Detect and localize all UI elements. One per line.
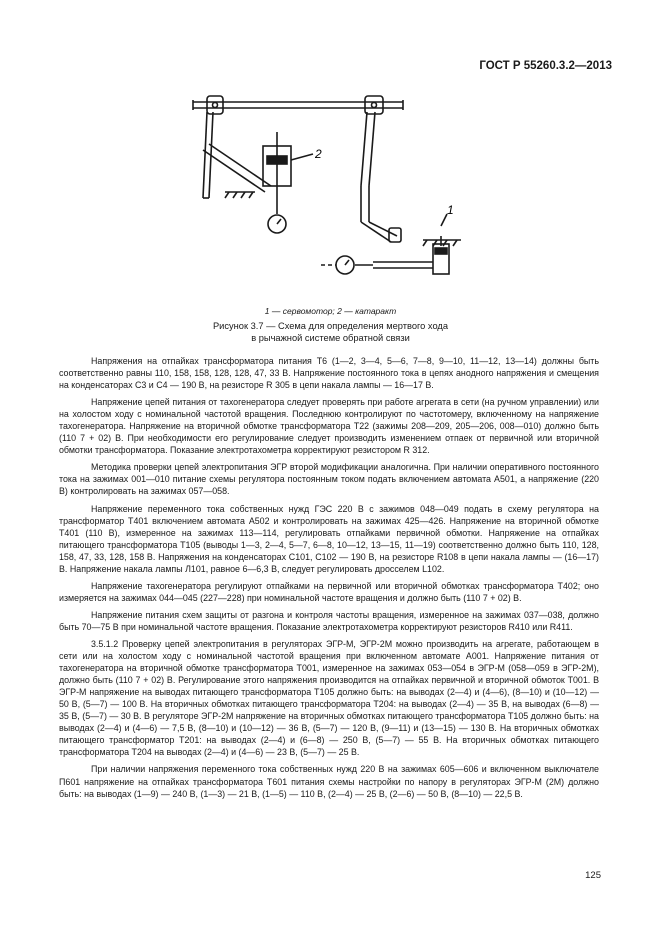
figure-legend: 1 — сервомотор; 2 — катаракт [264,306,397,316]
right-pivot-block [365,96,383,114]
label-servomotor: 1 [447,203,454,217]
paragraph: Методика проверки цепей электропитания ЭГР второй модификации аналогична. При наличии оперативного постоянного тока на зажимах 001—010 питание схемы регулятора постоянным током подать включением автомата А501, а напряжение (220 В) контролировать на зажимах 057—058. [59,462,599,497]
right-lever [361,112,367,186]
caption-line-1: Рисунок 3.7 — Схема для определения мертвого хода [212,321,449,331]
paragraph: Напряжение цепей питания от тахогенератора следует проверять при работе агрегата в сети (на ручном управлении) или на холостом ходу с номинальной частотой вращения. Последнюю контролируют по частотомеру, включенному на напряжение тахогенератора. Напряжение на вторичной обмотке трансформатора Т22 (зажимы 208—209, 205—206, 008—010) должно быть (110 7 + 02) В. При необходимости его регулирование следует производить изменением отпаек от первичной или вторичной обмотки трансформатора. Показание электротахометра корректируют резистором R 312. [59,397,599,456]
paragraph: При наличии напряжения переменного тока собственных нужд 220 В на зажимах 605—606 и включенном выключателе П601 напряжение на отпайках трансформатора Т601 питания схемы настройки по напору в регуляторах ЭГР-М (2М) должно быть: на выводах (1—9) — 240 В, (1—3) — 21 В, (1—5) — 110 В, (2—4) — 25 В, (2—6) — 50 В, (8—10) — 22,5 В. [59,764,599,799]
lever-feedback-diagram [185,86,475,286]
paragraph: Напряжения на отпайках трансформатора питания Т6 (1—2, 3—4, 5—6, 7—8, 9—10, 11—12, 13—14) должны быть соответственно равны 110, 158, 158, 128, 128, 47, 33 В. Напряжение постоянного тока в цепях анодного напряжения и смещения на конденсаторах С3 и С4 — 190 В, на резисторе R 305 в цепи накала лампы — 16—17 В. [59,356,599,391]
caption-line-2: в рычажной системе обратной связи [251,333,410,343]
label-cataract: 2 [315,147,322,161]
standard-header: ГОСТ Р 55260.3.2—2013 [479,60,612,72]
left-pivot-block [207,96,223,114]
page-number: 125 [585,870,601,881]
left-lever [203,112,207,198]
paragraph: 3.5.1.2 Проверку цепей электропитания в регуляторах ЭГР-М, ЭГР-2М можно производить на агрегате, работающем в сети или на холостом ходу с номинальной частотой вращения при включенном автомате А001. Напряжение питания от тахогенератора на вторичной обмотке трансформатора Т001, измеренное на зажимах 053—054 в ЭГР-М (058—059 в ЭГР-2М), должно быть (110 7 + 02) В. Регулирование этого напряжения производится на отпайках первичной и вторичной обмоток Т001. В ЭГР-М напряжение на выводах питающего трансформатора Т105 должно быть: на выводах (2—4) и (4—6), (8—10) и (10—12) — 50 В, (5—7) — 100 В. На вторичных обмотках питающего трансформатора Т204: на выводах (2—4) — 35 В, на выводах (6—8) — 35 В, (5—7) — 30 В. В регуляторе ЭГР-2М напряжение на вторичных обмотках питающего трансформатора Т105 должно быть: на выводах (2—4) и (4—6) — 7,5 В, (8—10) и (10—12) — 36 В, (5—7) — 120 В, (9—11) и (13—15) — 130 В. На вторичных обмотках питающего трансформатор Т201: на выводах (2—4) и (6—8) — 250 В, (5—7) — 55 В. На вторичных обмотках питающего трансформатора Т204 на выводах (2—4) и (4—6) — 23 В, (5—7) — 25 В. [59,638,599,758]
figure-caption [0,320,661,344]
paragraph: Напряжение переменного тока собственных нужд ГЭС 220 В с зажимов 048—049 подать в схему регулятора на трансформатор Т401 включением автомата А502 и контролировать на зажимах 425—426. Напряжение на вторичной обмотке Т401 (110 В), измеренное на зажимах 113—114, регулировать отпайками первичной обмотки. Напряжение на отпайках питающего трансформатора Т105 (выводы 1—3, 2—4, 5—7, 6—8, 10—12, 13—15, 11—19) соответственно должно быть 110, 128, 158, 47, 33, 128, 158 В. Напряжения на конденсаторах С101, С102 — 190 В, на резисторе R108 в цепи накала лампы — (16—17) В. Напряжение накала лампы Л101, равное 6—6,3 В, следует регулировать дросселем L102. [59,503,599,574]
paragraph: Напряжение питания схем защиты от разгона и контроля частоты вращения, измеренное на зажимах 037—038, должно быть 70—75 В при номинальной частоте вращения. Показание электротахометра корректируют резисторов R410 или R411. [59,609,599,632]
body-text [59,355,599,800]
paragraph: Напряжение тахогенератора регулируют отпайками на первичной или вторичной обмотках трансформатора Т402; оно измеряется на зажимах 044—045 (227—228) при номинальной частоте вращения и должно быть (110 7 + 02) В. [59,580,599,603]
